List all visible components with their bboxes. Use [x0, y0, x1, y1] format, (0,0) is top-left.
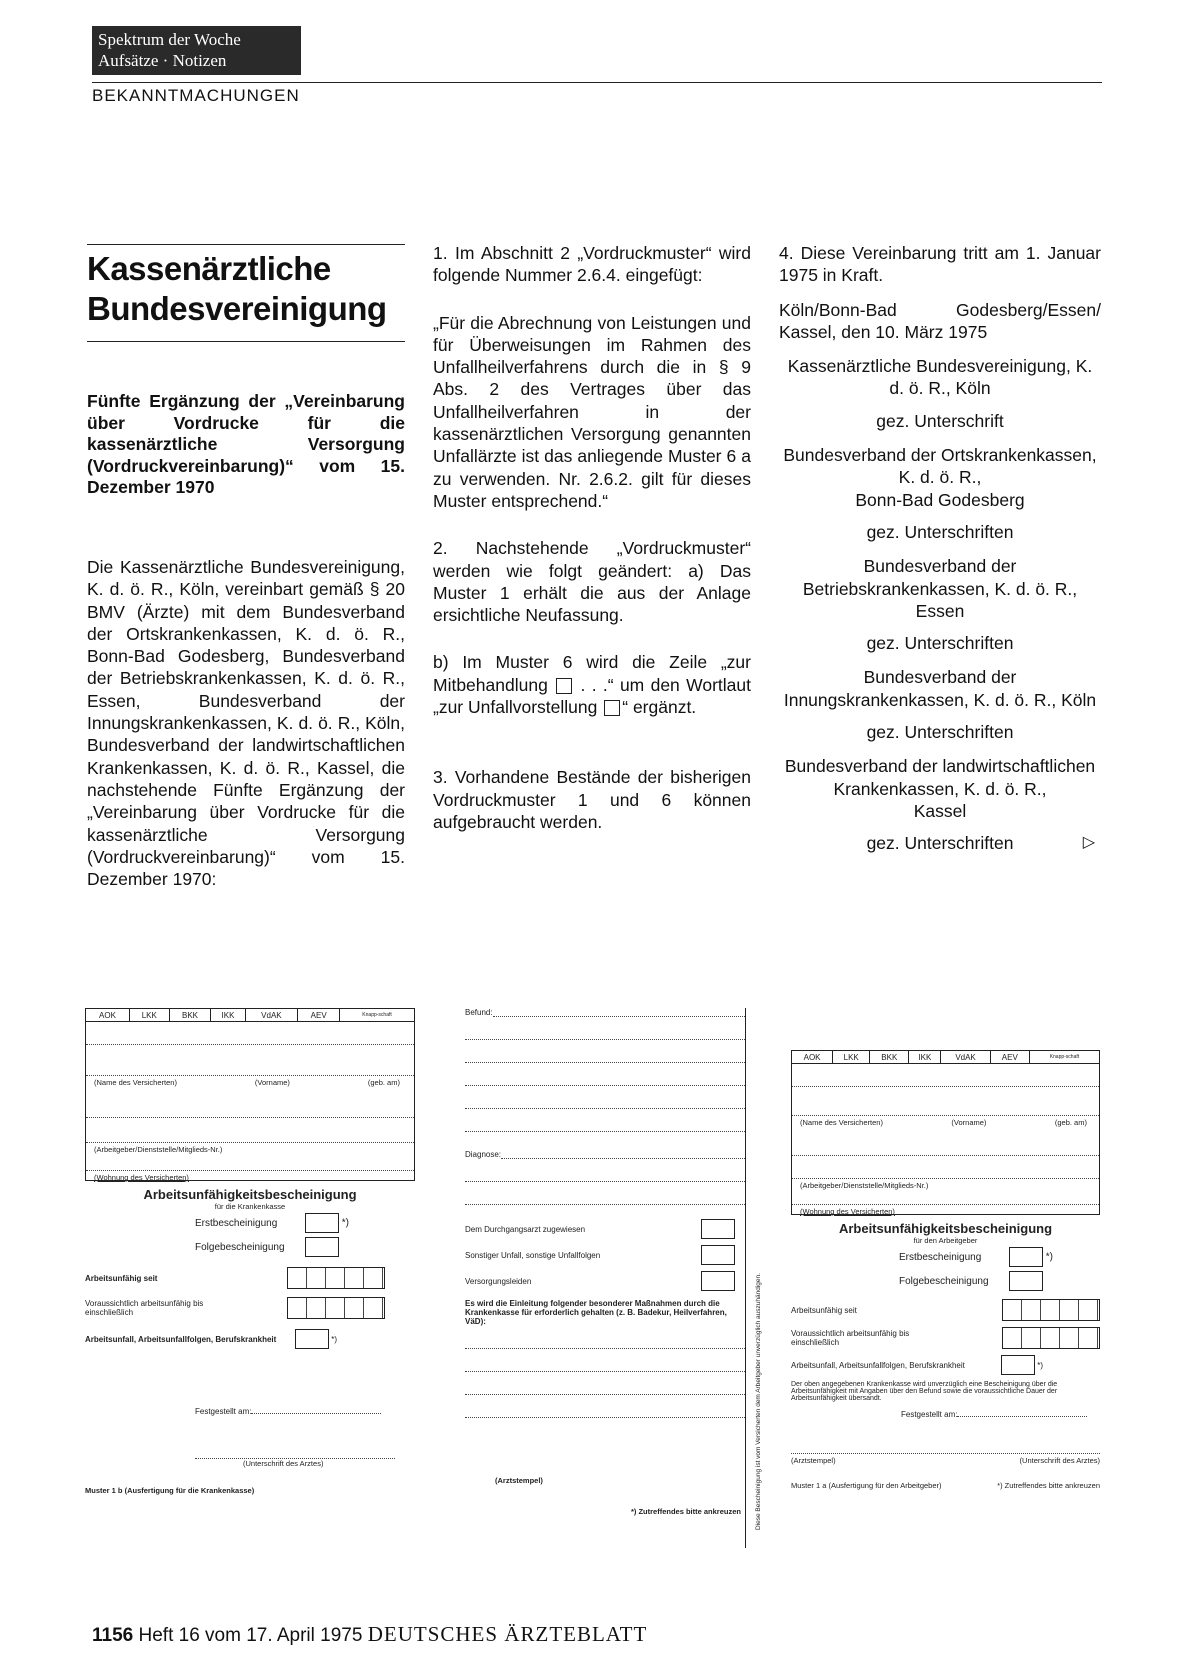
- form-line: [465, 1086, 745, 1109]
- durchgang-row: [465, 1219, 745, 1239]
- paragraph-2b: [433, 651, 751, 718]
- p2b-text-a: b) Im Muster 6 wird die Zeile „zur Mitbehandlung: [433, 652, 751, 695]
- folge-row: [195, 1237, 415, 1257]
- checkbox-symbol: [604, 700, 620, 716]
- footnote-mark: *): [1037, 1360, 1044, 1370]
- au-bis-field[interactable]: [287, 1297, 385, 1319]
- form-line: [792, 1087, 1099, 1116]
- insurer-cell: BKK: [870, 1051, 909, 1064]
- form-line: [86, 1087, 414, 1118]
- signatory-5-line-b: Kassel: [913, 800, 967, 821]
- au-seit-row: [85, 1267, 415, 1289]
- signatory-2: [779, 444, 1101, 511]
- paragraph-2: 2. Nachstehende „Vordruckmuster“ werden wie folgt geändert: a) Das Muster 1 erhält die aus der Anlage ersichtliche Neufassung.: [433, 538, 751, 626]
- befund-label: Befund:: [465, 1008, 493, 1017]
- au-bis-row: [791, 1327, 1100, 1349]
- au-seit-field[interactable]: [287, 1267, 385, 1289]
- section-title: BEKANNTMACHUNGEN: [92, 86, 300, 105]
- paragraph-3: 3. Vorhandene Bestände der bisherigen Vordruckmuster 1 und 6 können aufgebraucht werden.: [433, 767, 751, 832]
- insurer-cell: IKK: [909, 1051, 941, 1064]
- insured-block: [85, 1022, 415, 1181]
- form-line: [792, 1192, 1099, 1205]
- org-line-2: Bundesvereinigung: [87, 290, 387, 327]
- form-subtitle: für den Arbeitgeber: [913, 1236, 978, 1245]
- form-title: Arbeitsunfähigkeitsbescheinigung: [838, 1221, 1053, 1236]
- unfall-checkbox[interactable]: [1001, 1355, 1035, 1375]
- form-muster-1a-body: [791, 1050, 1100, 1490]
- issue-info: Heft 16 vom 17. April 1975: [138, 1625, 363, 1646]
- form-line: [465, 1372, 745, 1395]
- festgestellt-line: [251, 1413, 381, 1414]
- form-line: [792, 1127, 1099, 1156]
- form-line: [465, 1063, 745, 1086]
- header-rule: [92, 82, 1102, 83]
- form-line: [465, 1326, 745, 1349]
- paragraph-1: 1. Im Abschnitt 2 „Vordruckmuster“ wird folgende Nummer 2.6.4. eingefügt:: [433, 243, 751, 286]
- erst-row: [195, 1213, 415, 1233]
- insurer-cell: IKK: [211, 1009, 245, 1022]
- befund-row: [465, 1008, 745, 1017]
- muster-row: [791, 1481, 1100, 1490]
- au-seit-field[interactable]: [1002, 1299, 1100, 1321]
- vorname-label: (Vorname): [254, 1078, 290, 1087]
- employer-label: (Arbeitgeber/Dienststelle/Mitglieds-Nr.): [800, 1181, 929, 1190]
- column-2: [433, 242, 751, 833]
- badge-line-1: Spektrum der Woche: [98, 30, 241, 49]
- form-line: [465, 1395, 745, 1418]
- signature-label: (Unterschrift des Arztes): [243, 1459, 324, 1468]
- journal-name: DEUTSCHES ÄRZTEBLATT: [367, 1622, 648, 1646]
- festgestellt-label: Festgestellt am:: [195, 1407, 252, 1416]
- name-label: (Name des Versicherten): [94, 1078, 177, 1087]
- unfall-checkbox[interactable]: [295, 1329, 329, 1349]
- insurer-cell: AOK: [86, 1009, 130, 1022]
- versorgung-label: Versorgungsleiden: [465, 1276, 532, 1286]
- au-bis-field[interactable]: [1002, 1327, 1100, 1349]
- form-line: [493, 1008, 745, 1017]
- form-line: [465, 1182, 745, 1205]
- footnote-mark: *): [1045, 1251, 1054, 1263]
- signature-note-5-text: gez. Unterschriften: [866, 833, 1014, 854]
- vertical-note: Diese Bescheinigung ist vom Versicherten dem Arbeitgeber unverzüglich auszuhändigen.: [755, 1273, 762, 1530]
- sonstiger-row: [465, 1245, 745, 1265]
- einleitung-text: Es wird die Einleitung folgender besonderer Maßnahmen durch die Krankenkasse für erforderlich gehalten (z. B. Badekur, Heilverfahren, VäD):: [465, 1299, 727, 1326]
- signature-note-3: gez. Unterschriften: [866, 633, 1014, 654]
- name-labels: [86, 1076, 414, 1087]
- signature-note-4: gez. Unterschriften: [866, 722, 1014, 743]
- durchgang-label: Dem Durchgangsarzt zugewiesen: [465, 1224, 586, 1234]
- signature-note-5: [779, 832, 1101, 854]
- au-bis-row: [85, 1297, 415, 1319]
- form-line: [86, 1118, 414, 1143]
- place-date: Köln/Bonn-Bad Godesberg/Essen/ Kassel, den 10. März 1975: [779, 299, 1101, 342]
- form-line: [86, 1156, 414, 1171]
- paragraph-4: 4. Diese Vereinbarung tritt am 1. Januar 1975 in Kraft.: [779, 243, 1101, 286]
- vorname-label: (Vorname): [951, 1118, 987, 1127]
- form-back-side: [465, 1008, 746, 1548]
- versorgung-checkbox[interactable]: [701, 1271, 735, 1291]
- article-subheading: Fünfte Ergänzung der „Vereinbarung über Vordrucke für die kassenärztliche Versorgung (Vordruckvereinbarung)“ vom 15. Dezember 1970: [87, 391, 405, 497]
- employer-note: Der oben angegebenen Krankenkasse wird unverzüglich eine Bescheinigung über die Arbeitsunfähigkeit mit Angaben über den Befund sowie die voraussichtliche Dauer der Arbeitsunfähigkeit übersandt.: [791, 1381, 1058, 1402]
- insurer-cell: AEV: [298, 1009, 340, 1022]
- signature-label: (Unterschrift des Arztes): [1019, 1456, 1100, 1465]
- footnote-text: *) Zutreffendes bitte ankreuzen: [630, 1507, 741, 1516]
- footnote-mark: *): [331, 1334, 338, 1344]
- festgestellt-row: [195, 1407, 415, 1416]
- festgestellt-line: [957, 1416, 1087, 1417]
- form-line: [501, 1150, 745, 1159]
- form-line: [86, 1022, 414, 1045]
- employer-label: (Arbeitgeber/Dienststelle/Mitglieds-Nr.): [94, 1145, 223, 1154]
- stamp-label: (Arztstempel): [495, 1476, 543, 1485]
- signatory-4: Bundesverband der Innungskrankenkassen, K. d. ö. R., Köln: [783, 667, 1097, 710]
- column-3: [779, 242, 1101, 855]
- p2b-text-b: . . .“ um den Wortlaut „zur Unfallvorstellung: [433, 674, 751, 718]
- form-title: Arbeitsunfähigkeitsbescheinigung: [143, 1187, 357, 1202]
- checkbox-symbol: [556, 678, 572, 694]
- insurer-cell: BKK: [169, 1009, 211, 1022]
- unfall-label: Arbeitsunfall, Arbeitsunfallfolgen, Berufskrankheit: [791, 1360, 965, 1370]
- page-footer: [92, 1622, 647, 1647]
- org-rule-bottom: [87, 341, 405, 342]
- intro-paragraph: Die Kassenärztliche Bundesvereinigung, K. d. ö. R., Köln, vereinbart gemäß § 20 BMV (Ärzte) mit dem Bundesverband der Ortskrankenkassen, K. d. ö. R., Bonn-Bad Godesberg, Bundesverband der Betriebskrankenkassen, K. d. ö. R., Essen, Bundesverband der Innungskrankenkassen, K. d. ö. R., Köln, Bundesverband der landwirtschaftlichen Krankenkassen, K. d. ö. R., Kassel, die nachstehende Fünfte Ergänzung der „Vereinbarung über Vordrucke für die kassenärztliche Versorgung (Vordruckvereinbarung)“ vom 15. Dezember 1970:: [87, 557, 405, 890]
- org-line-1: Kassenärztliche: [87, 250, 331, 287]
- stamp-signature-row: [791, 1453, 1100, 1465]
- muster-label: Muster 1 b (Ausfertigung für die Krankenkasse): [85, 1486, 255, 1495]
- p2b-text-c: “ ergänzt.: [622, 697, 697, 718]
- signatory-2-line-a: Bundesverband der Ortskrankenkassen, K. d. ö. R.,: [783, 445, 1097, 488]
- au-seit-label: Arbeitsunfähig seit: [791, 1305, 857, 1315]
- form-line: [465, 1109, 745, 1132]
- name-labels: [792, 1116, 1099, 1127]
- au-seit-row: [791, 1299, 1100, 1321]
- continue-arrow-icon: ▷: [1082, 834, 1095, 852]
- footnote-mark: *): [341, 1217, 350, 1229]
- erst-row: [899, 1247, 1100, 1267]
- festgestellt-row: [901, 1410, 1100, 1419]
- folge-checkbox[interactable]: [1009, 1271, 1043, 1291]
- signatory-5-line-a: Bundesverband der landwirtschaftlichen Krankenkassen, K. d. ö. R.,: [784, 756, 1096, 799]
- paragraph-1-quote: „Für die Abrechnung von Leistungen und für Überweisungen im Rahmen des Unfallheilverfahrens durch die in § 9 Abs. 2 des Vertrages über das Unfallheilverfahren in der kassenärztlichen Versorgung genannten Unfallärzte ist das anliegende Muster 6 a zu verwenden. Nr. 2.6.2. gilt für dieses Muster entsprechend.“: [433, 312, 751, 511]
- insurer-cell: AOK: [792, 1051, 833, 1064]
- footnote-text: *) Zutreffendes bitte ankreuzen: [997, 1481, 1100, 1490]
- folge-label: Folgebescheinigung: [899, 1275, 989, 1287]
- signatory-2-line-b: Bonn-Bad Godesberg: [855, 489, 1025, 510]
- badge-line-2: Aufsätze · Notizen: [98, 51, 227, 70]
- au-bis-label: Voraussichtlich arbeitsunfähig bis einschließlich: [85, 1299, 204, 1317]
- name-label: (Name des Versicherten): [800, 1118, 883, 1127]
- insurer-cell: AEV: [990, 1051, 1029, 1064]
- signatory-5: [779, 755, 1101, 822]
- versorgung-row: [465, 1271, 745, 1291]
- form-line: [465, 1017, 745, 1040]
- form-line: [86, 1045, 414, 1076]
- section-badge: [92, 26, 301, 75]
- form-line: [465, 1349, 745, 1372]
- residence-label: (Wohnung des Versicherten): [800, 1207, 895, 1216]
- unfall-label: Arbeitsunfall, Arbeitsunfallfolgen, Berufskrankheit: [85, 1334, 277, 1344]
- au-bis-label: Voraussichtlich arbeitsunfähig bis einschließlich: [791, 1329, 910, 1347]
- erst-label: Erstbescheinigung: [899, 1251, 982, 1263]
- unfall-row: [85, 1329, 415, 1349]
- form-line: [465, 1040, 745, 1063]
- insurer-cell: VdAK: [245, 1009, 298, 1022]
- folge-checkbox[interactable]: [305, 1237, 339, 1257]
- insurer-cell: LKK: [833, 1051, 870, 1064]
- diagnose-label: Diagnose:: [465, 1150, 502, 1159]
- residence-label: (Wohnung des Versicherten): [94, 1173, 189, 1182]
- erst-label: Erstbescheinigung: [195, 1217, 278, 1229]
- sonstiger-label: Sonstiger Unfall, sonstige Unfallfolgen: [465, 1250, 601, 1260]
- diagnose-row: [465, 1150, 745, 1159]
- organization-name: [87, 249, 387, 329]
- form-line: [465, 1159, 745, 1182]
- au-seit-label: Arbeitsunfähig seit: [85, 1273, 158, 1283]
- sonstiger-checkbox[interactable]: [701, 1245, 735, 1265]
- form-muster-1a: [755, 1050, 1100, 1550]
- form-subtitle: für die Krankenkasse: [214, 1202, 286, 1211]
- form-muster-1b: [85, 1008, 415, 1548]
- erst-checkbox[interactable]: [305, 1213, 339, 1233]
- insured-block: [791, 1064, 1100, 1215]
- birthdate-label: (geb. am): [1054, 1118, 1087, 1127]
- birthdate-label: (geb. am): [367, 1078, 400, 1087]
- festgestellt-label: Festgestellt am:: [901, 1410, 958, 1419]
- durchgang-checkbox[interactable]: [701, 1219, 735, 1239]
- unfall-row: [791, 1355, 1100, 1375]
- muster-label: Muster 1 a (Ausfertigung für den Arbeitgeber): [791, 1481, 942, 1490]
- insurer-table: [85, 1008, 415, 1022]
- folge-row: [899, 1271, 1100, 1291]
- signatory-3: Bundesverband der Betriebskrankenkassen, K. d. ö. R., Essen: [802, 556, 1078, 621]
- form-line: [792, 1156, 1099, 1179]
- form-line: [792, 1064, 1099, 1087]
- insurer-cell: Knapp-schaft: [1029, 1051, 1099, 1064]
- insurer-table: [791, 1050, 1100, 1064]
- org-rule-top: [87, 244, 405, 245]
- signatory-1: Kassenärztliche Bundesvereinigung, K. d. ö. R., Köln: [787, 356, 1093, 399]
- signature-note-1: gez. Unterschrift: [876, 410, 1004, 431]
- signature-note-2: gez. Unterschriften: [866, 521, 1014, 542]
- insurer-cell: Knapp-schaft: [340, 1009, 415, 1022]
- erst-checkbox[interactable]: [1009, 1247, 1043, 1267]
- insurer-cell: LKK: [129, 1009, 169, 1022]
- folge-label: Folgebescheinigung: [195, 1241, 285, 1253]
- insurer-cell: VdAK: [941, 1051, 990, 1064]
- stamp-label: (Arztstempel): [791, 1456, 836, 1465]
- page-number: 1156: [92, 1625, 134, 1646]
